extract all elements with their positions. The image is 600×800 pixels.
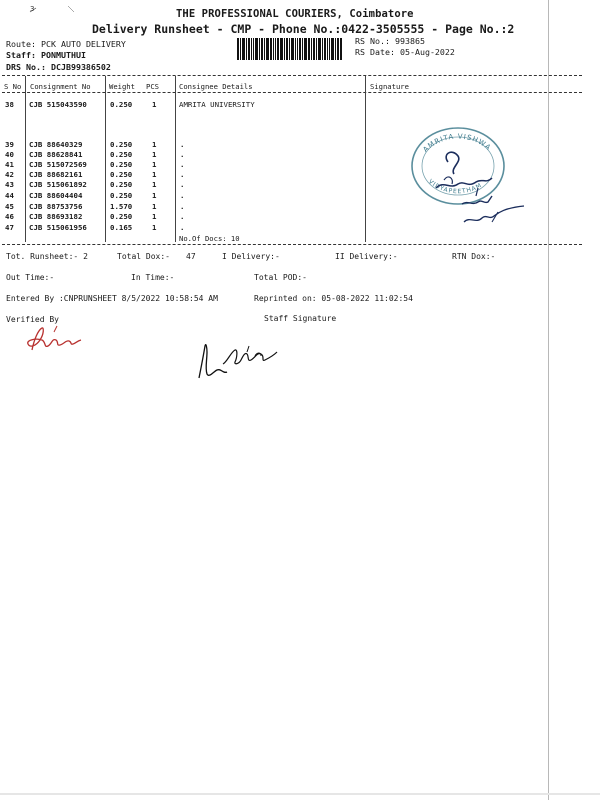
row-weight: 1.570 (110, 202, 133, 211)
row-consignment: CJB 88604404 (29, 191, 83, 200)
total-pod: Total POD:- (254, 273, 307, 282)
rs-no-line (355, 36, 425, 46)
row-weight: 0.250 (110, 160, 133, 169)
row-pcs: 1 (152, 212, 157, 221)
page-edge-bottom (0, 793, 600, 795)
row-consignment: CJB 515072569 (29, 160, 87, 169)
i-delivery: I Delivery:- (222, 252, 280, 261)
row-weight: 0.250 (110, 191, 133, 200)
table-top-rule (2, 75, 582, 76)
reprinted-on: Reprinted on: 05-08-2022 11:02:54 (254, 294, 413, 303)
route-line (6, 39, 126, 49)
in-time: In Time:- (131, 273, 175, 282)
row-consignment: CJB 515061892 (29, 180, 87, 189)
row-weight: 0.250 (110, 212, 133, 221)
docs-count: No.Of Docs: 10 (179, 234, 240, 243)
row-consignment: CJB 88628841 (29, 150, 83, 159)
row-sno: 45 (5, 202, 14, 211)
col-divider-sno (25, 76, 26, 242)
row-consignee: . (180, 223, 185, 232)
row-sno: 38 (5, 100, 14, 109)
row-pcs: 1 (152, 100, 157, 109)
verified-by-label: Verified By (6, 315, 59, 324)
table-header-rule (2, 92, 582, 93)
row-consignment: CJB 88753756 (29, 202, 83, 211)
col-header-pcs: PCS (146, 82, 159, 91)
row-weight: 0.250 (110, 140, 133, 149)
col-header-consignee: Consignee Details (179, 82, 253, 91)
row-pcs: 1 (152, 202, 157, 211)
col-divider-pcs (175, 76, 176, 242)
row-sno: 41 (5, 160, 14, 169)
corner-mark-icon (28, 2, 78, 16)
row-pcs: 1 (152, 170, 157, 179)
total-dox-label: Total Dox:- (117, 252, 170, 261)
row-pcs: 1 (152, 160, 157, 169)
col-header-signature: Signature (370, 82, 409, 91)
route-value: PCK AUTO DELIVERY (40, 39, 126, 49)
row-pcs: 1 (152, 150, 157, 159)
row-consignee: . (180, 180, 185, 189)
row-sno: 44 (5, 191, 14, 200)
route-label: Route: (6, 39, 36, 49)
total-dox-value: 47 (186, 252, 196, 261)
row-consignee: . (180, 212, 185, 221)
svg-text:3: 3 (30, 5, 35, 13)
tot-runsheet: Tot. Runsheet:- 2 (6, 252, 88, 261)
row-consignee: . (180, 170, 185, 179)
university-seal-icon (400, 118, 560, 248)
row-sno: 46 (5, 212, 14, 221)
barcode-icon (237, 38, 342, 60)
row-sno: 47 (5, 223, 14, 232)
ii-delivery: II Delivery:- (335, 252, 398, 261)
col-divider-consignee (365, 76, 366, 242)
staff-signature-label: Staff Signature (264, 314, 337, 323)
row-pcs: 1 (152, 180, 157, 189)
row-consignee: . (180, 202, 185, 211)
drs-value: DCJB99386502 (50, 62, 111, 72)
row-consignment: CJB 88682161 (29, 170, 83, 179)
entered-by: Entered By :CNPRUNSHEET 8/5/2022 10:58:54 AM (6, 294, 218, 303)
row-consignee: . (180, 160, 185, 169)
staff-value: PONMUTHUI (40, 50, 86, 60)
row-weight: 0.250 (110, 150, 133, 159)
drs-label: DRS No.: (6, 62, 46, 72)
row-consignee: . (180, 140, 185, 149)
row-consignee: . (180, 191, 185, 200)
seal-text-side: VIDYAPEETHAM (426, 178, 484, 196)
row-consignment: CJB 88640329 (29, 140, 83, 149)
row-weight: 0.250 (110, 100, 133, 109)
out-time: Out Time:- (6, 273, 55, 282)
rs-date-label: RS Date: (355, 47, 395, 57)
company-title: THE PROFESSIONAL COURIERS, Coimbatore (176, 8, 414, 20)
rs-date-line (355, 47, 455, 57)
row-sno: 43 (5, 180, 14, 189)
row-weight: 0.250 (110, 170, 133, 179)
rs-date-value: 05-Aug-2022 (399, 47, 455, 57)
drs-line (6, 62, 111, 72)
verified-signature-icon (24, 322, 94, 356)
row-consignment: CJB 88693182 (29, 212, 83, 221)
rtn-dox: RTN Dox:- (452, 252, 496, 261)
rs-no-label: RS No.: (355, 36, 390, 46)
row-pcs: 1 (152, 191, 157, 200)
col-header-weight: Weight (109, 82, 135, 91)
row-pcs: 1 (152, 223, 157, 232)
runsheet-title: Delivery Runsheet - CMP - Phone No.:0422-3505555 - Page No.:2 (92, 22, 515, 36)
row-weight: 0.165 (110, 223, 133, 232)
row-sno: 40 (5, 150, 14, 159)
rs-no-value: 993865 (394, 36, 425, 46)
staff-label: Staff: (6, 50, 36, 60)
row-weight: 0.250 (110, 180, 133, 189)
col-divider-consignment (105, 76, 106, 242)
row-pcs: 1 (152, 140, 157, 149)
seal-text-top: AMRITA VISHWA (421, 132, 493, 154)
svg-text:VIDYAPEETHAM (427, 178, 484, 195)
row-consignee: . (180, 150, 185, 159)
row-consignment: CJB 515061956 (29, 223, 87, 232)
col-header-consignment: Consignment No (30, 82, 91, 91)
row-sno: 39 (5, 140, 14, 149)
row-consignment: CJB 515043590 (29, 100, 87, 109)
svg-text:AMRITA VISHWA (422, 133, 493, 154)
staff-signature-icon (185, 338, 295, 382)
row-sno: 42 (5, 170, 14, 179)
row-consignee: AMRITA UNIVERSITY (179, 100, 255, 109)
col-header-sno: S No (4, 82, 22, 91)
staff-line (6, 50, 86, 60)
